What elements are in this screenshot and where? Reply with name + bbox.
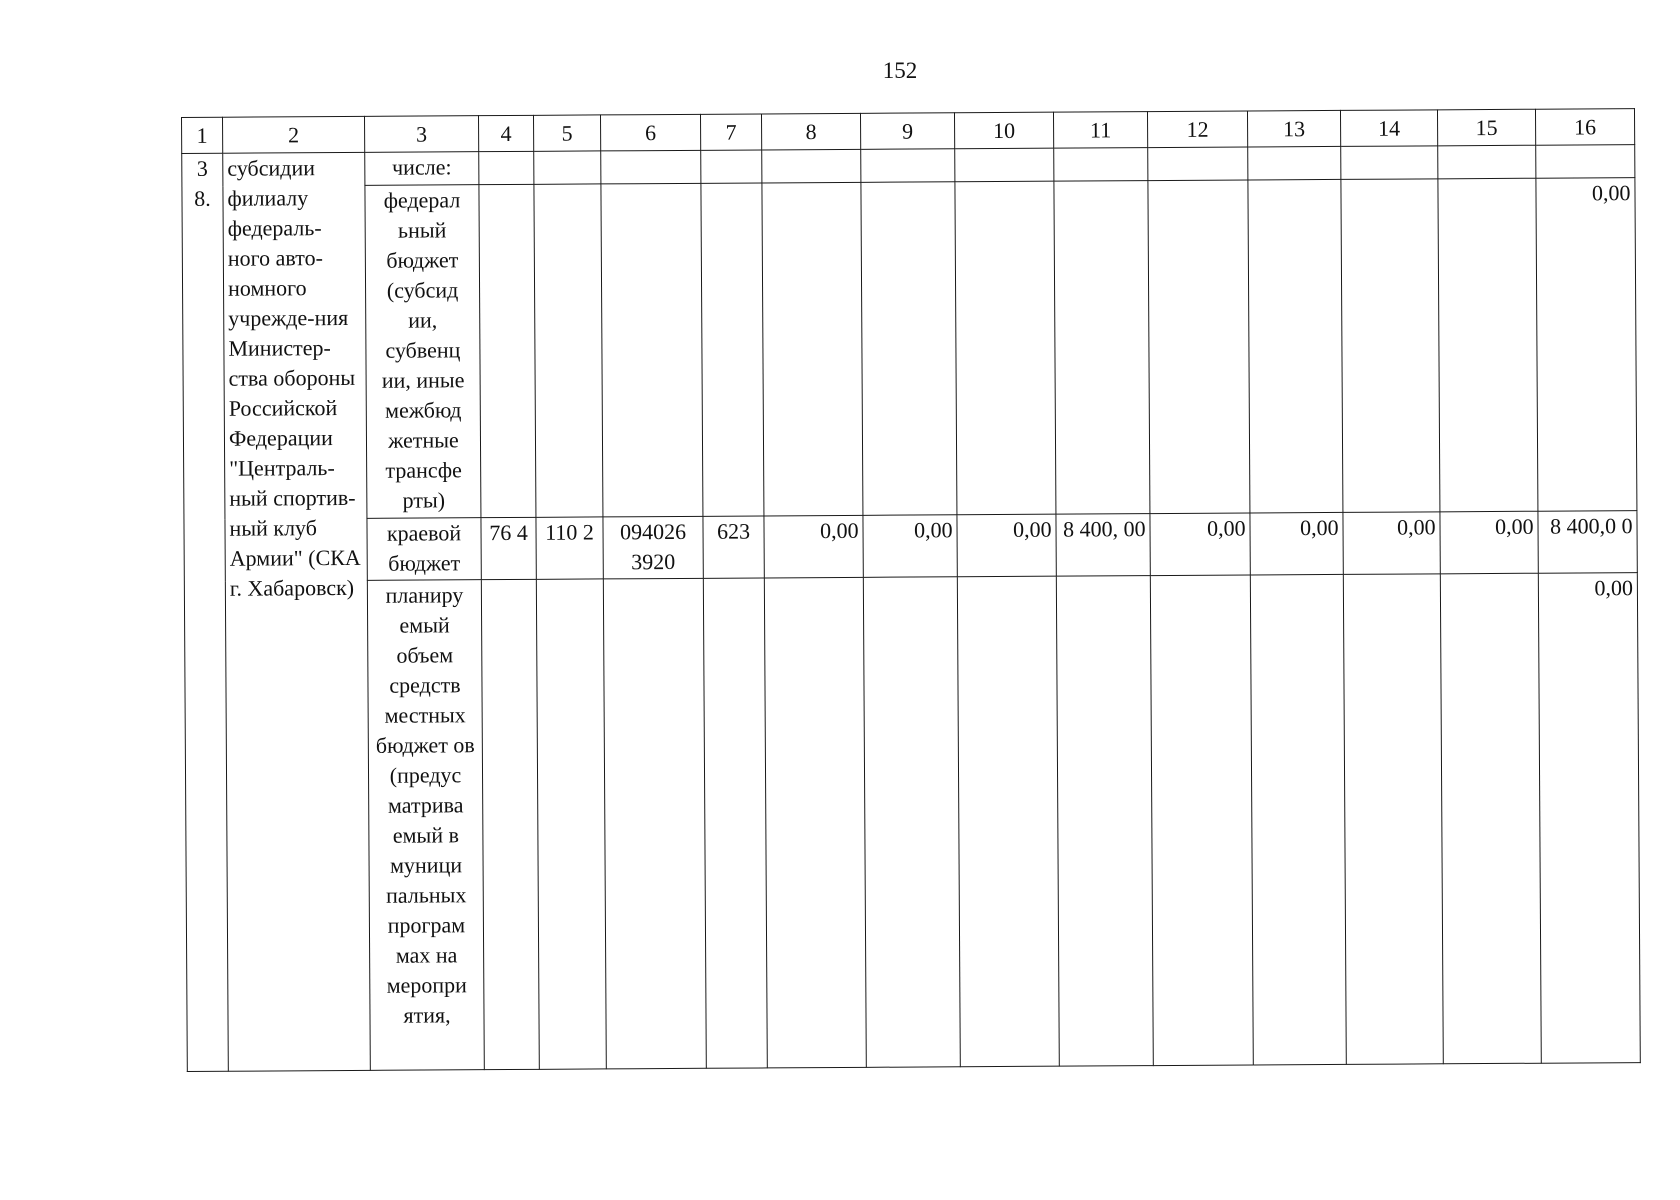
- amount-cell: 0,00: [1440, 511, 1538, 574]
- column-header: 1: [182, 117, 223, 153]
- data-cell: [1438, 145, 1536, 179]
- data-cell: [1440, 573, 1541, 1064]
- column-header: 14: [1340, 110, 1437, 147]
- column-header: 2: [223, 116, 365, 153]
- code-cell: 76 4: [481, 517, 536, 579]
- data-cell: [534, 151, 601, 184]
- data-cell: [1341, 146, 1438, 180]
- funding-source-cell: краевой бюджет: [367, 518, 481, 581]
- amount-cell: 0,00: [863, 515, 957, 578]
- column-header: 16: [1535, 109, 1634, 146]
- data-cell: [536, 579, 606, 1069]
- data-cell: [481, 579, 539, 1069]
- code-cell: 094026 3920: [603, 516, 703, 579]
- column-header: 12: [1147, 111, 1247, 148]
- amount-cell: 0,00: [1343, 512, 1440, 575]
- data-cell: [1341, 179, 1440, 513]
- data-cell: [1054, 181, 1150, 515]
- column-header: 6: [600, 114, 700, 151]
- column-header: 3: [364, 116, 478, 153]
- amount-cell: 0,00: [764, 515, 863, 578]
- data-cell: [955, 148, 1054, 182]
- amount-cell: 0,00: [1250, 512, 1343, 575]
- code-cell: 110 2: [536, 517, 603, 579]
- data-cell: [1248, 146, 1341, 180]
- table-row: [182, 178, 1637, 520]
- budget-table: [181, 108, 1641, 1072]
- column-header: 13: [1247, 110, 1340, 147]
- data-cell: [1438, 178, 1538, 512]
- data-cell: [701, 183, 764, 516]
- funding-source-cell: планиру емый объем средств местных бюджет ов (предус матрива емый в муници пальных програм мах на меропри ятия,: [367, 580, 484, 1071]
- data-cell: [762, 182, 863, 516]
- column-header: 5: [533, 115, 600, 151]
- total-cell: 0,00: [1536, 178, 1637, 512]
- data-cell: [1343, 574, 1443, 1065]
- data-cell: [701, 150, 762, 183]
- total-cell: 0,00: [1538, 573, 1640, 1064]
- data-cell: [861, 149, 955, 183]
- amount-cell: 0,00: [957, 514, 1056, 577]
- amount-cell: 0,00: [1150, 513, 1250, 576]
- code-cell: 623: [703, 516, 764, 578]
- data-cell: [762, 149, 861, 183]
- data-cell: [601, 150, 701, 184]
- page-number: 152: [882, 58, 918, 83]
- data-cell: [861, 182, 957, 516]
- data-cell: [1150, 575, 1253, 1066]
- column-header: 8: [761, 113, 860, 150]
- amount-cell: 8 400, 00: [1056, 514, 1150, 577]
- data-cell: [1250, 574, 1346, 1065]
- data-cell: [1248, 179, 1343, 513]
- data-cell: [601, 183, 703, 517]
- column-header: 4: [478, 115, 533, 151]
- data-cell: [764, 577, 866, 1068]
- column-header: 9: [860, 113, 954, 150]
- data-cell: [1148, 147, 1248, 181]
- data-cell: [479, 184, 536, 517]
- total-cell: 8 400,0 0: [1538, 511, 1637, 574]
- column-header: 15: [1437, 109, 1535, 146]
- column-header: 11: [1053, 112, 1147, 149]
- total-cell: [1536, 145, 1635, 179]
- table-row: [184, 573, 1640, 1072]
- data-cell: [1056, 576, 1153, 1067]
- data-cell: [479, 151, 534, 184]
- data-cell: [603, 578, 706, 1069]
- data-cell: [1054, 148, 1148, 182]
- column-header: 7: [700, 114, 761, 150]
- data-cell: [703, 578, 767, 1068]
- funding-source-cell: федерал ьный бюджет (субсид ии, субвенц ии, иные межбюд жетные трансфе рты): [365, 185, 481, 519]
- data-cell: [1148, 180, 1250, 514]
- column-header: 10: [954, 112, 1053, 149]
- table-row: [184, 511, 1637, 582]
- data-cell: [863, 577, 960, 1068]
- data-cell: [957, 576, 1059, 1067]
- item-name-cell: субсидии филиалу федераль-ного авто-номного учрежде-ния Министер-ства обороны Российской Федерации "Централь-ный спортив-ный клуб Армии" (СКА г. Хабаровск): [223, 152, 371, 1071]
- row-number-cell: 3 8.: [182, 153, 229, 1071]
- data-cell: [534, 184, 603, 517]
- funding-source-cell: числе:: [365, 152, 479, 186]
- data-cell: [955, 181, 1056, 515]
